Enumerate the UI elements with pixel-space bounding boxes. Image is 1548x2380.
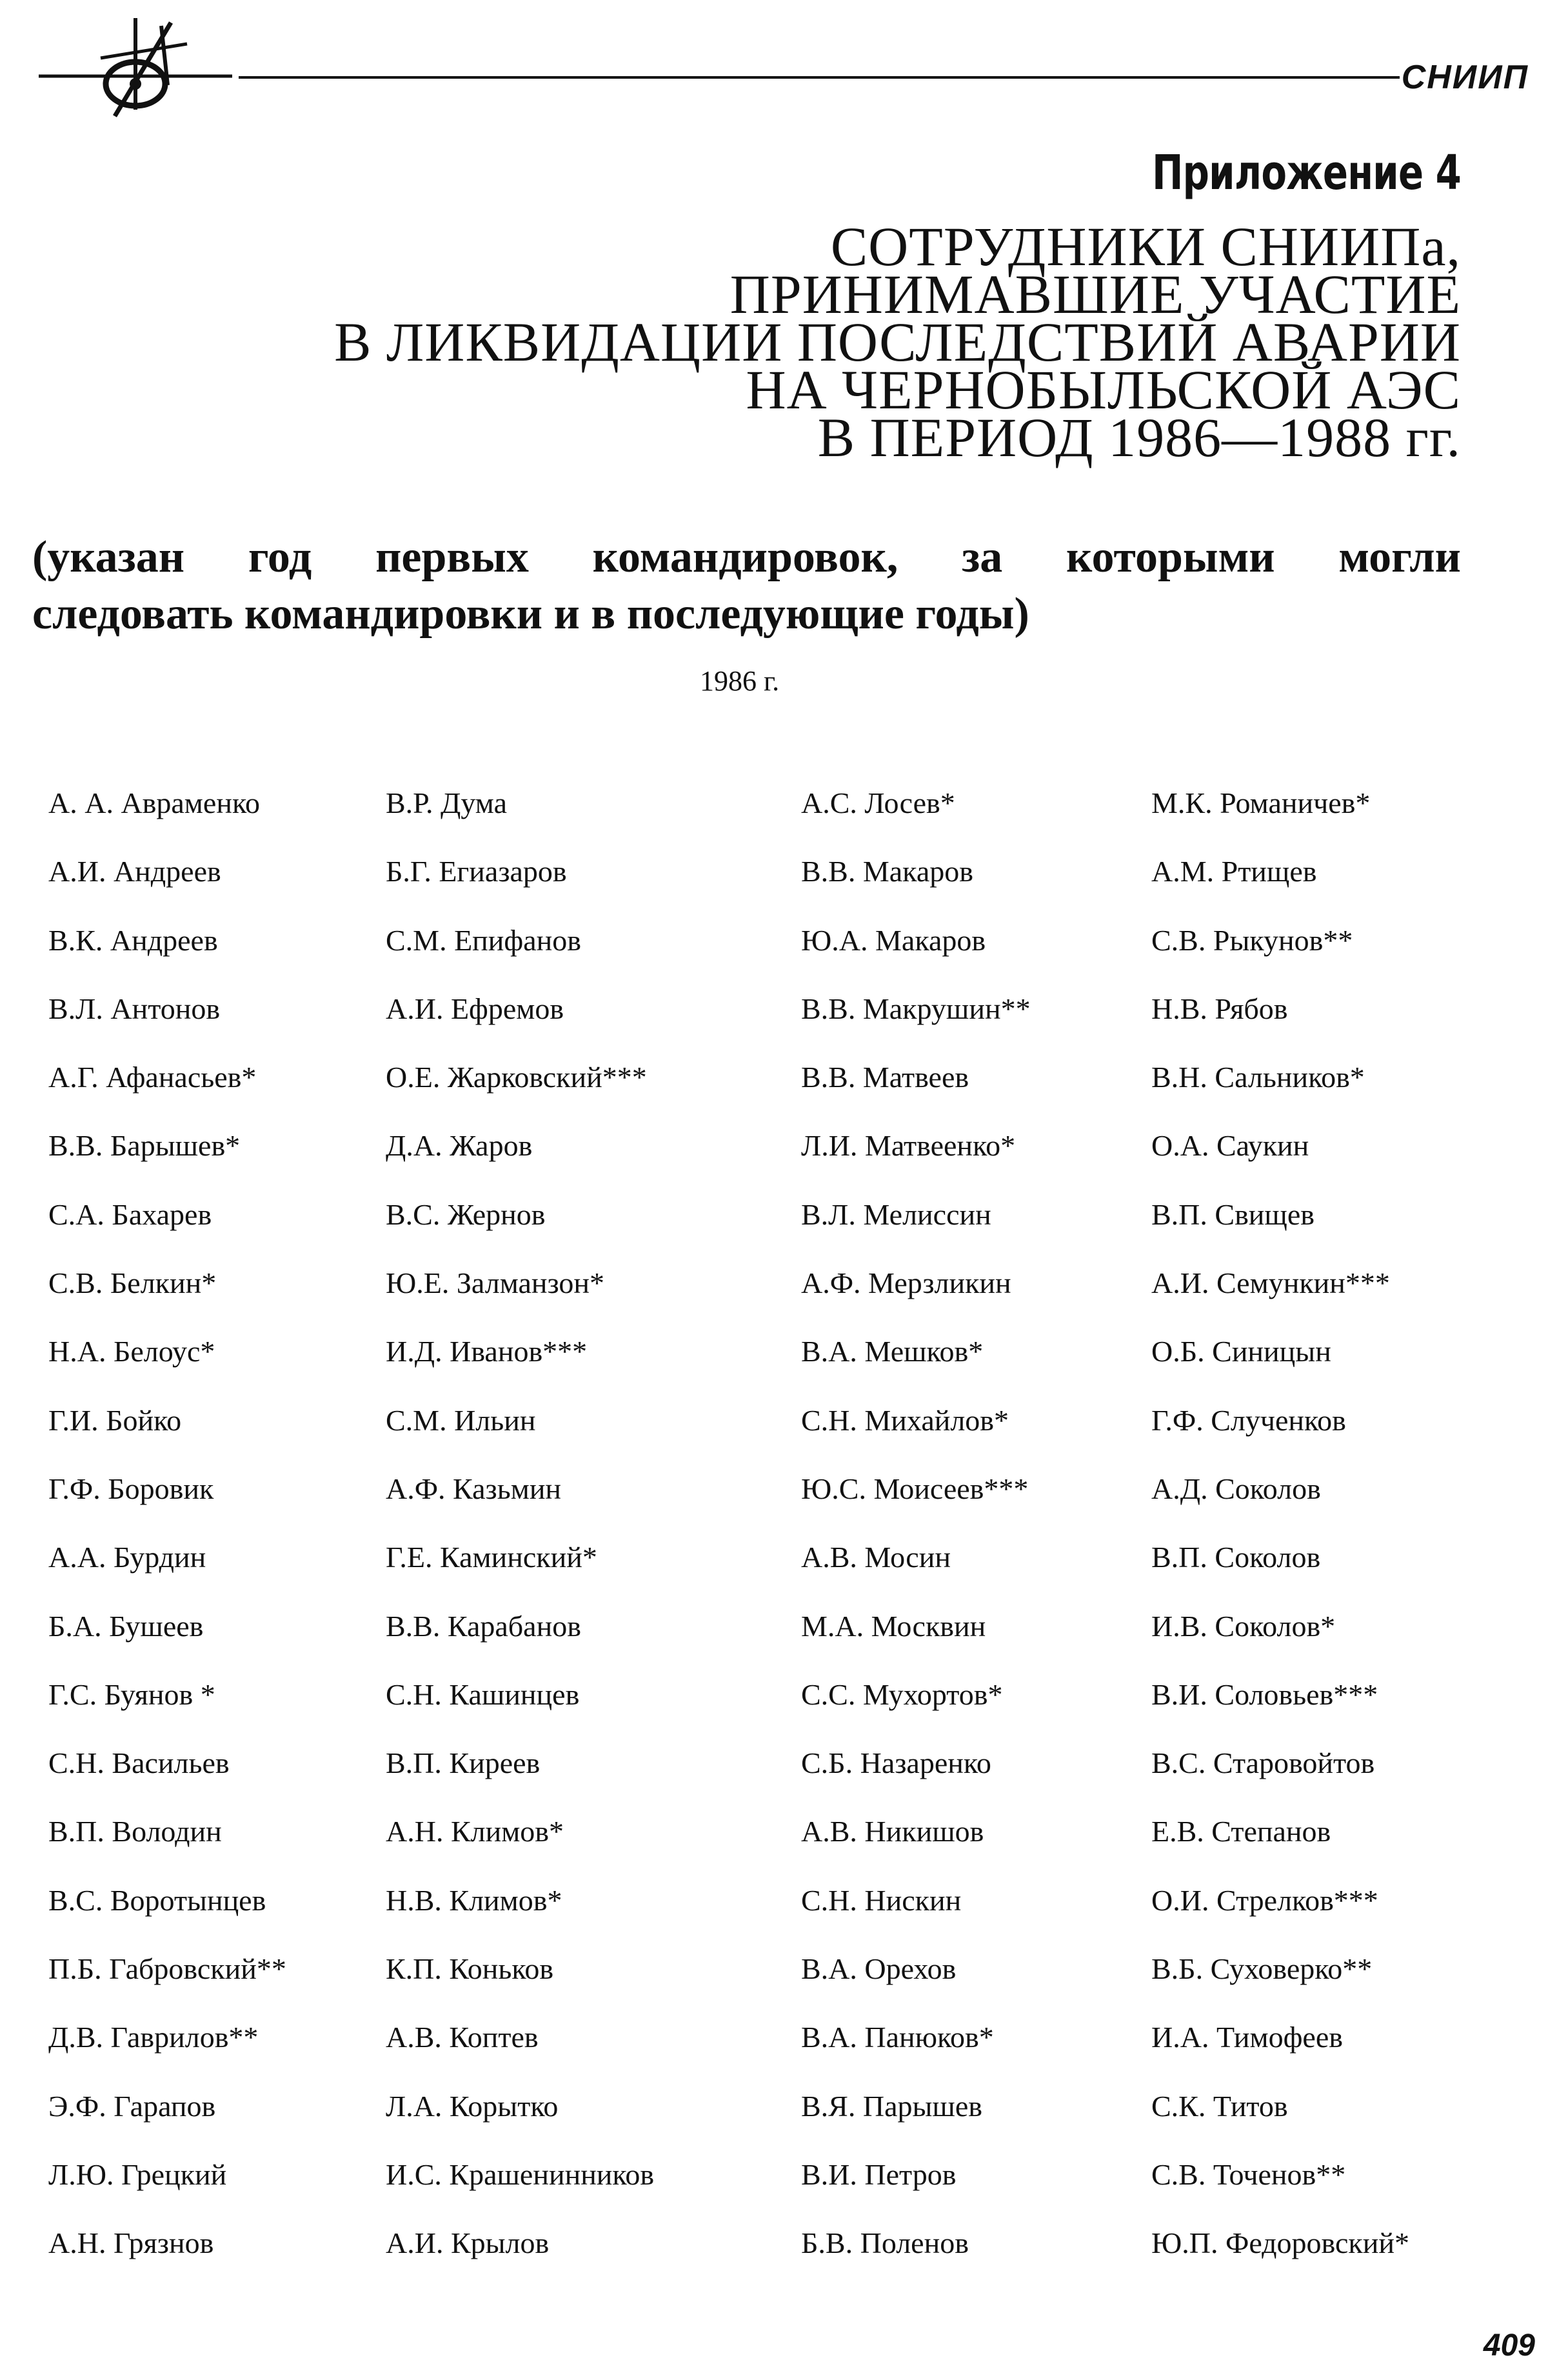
name-entry: В.В. Матвеев [801,1061,969,1094]
name-entry: А.А. Бурдин [48,1541,206,1574]
names-column [386,769,773,2278]
title-line: НА ЧЕРНОБЫЛЬСКОЙ АЭС [746,359,1461,421]
name-entry: А.Н. Климов* [386,1815,564,1848]
name-entry: В.И. Соловьев*** [1151,1677,1378,1711]
name-entry: О.И. Стрелков*** [1151,1883,1378,1917]
name-entry: Л.А. Корытко [386,2089,559,2123]
document-title [334,215,1461,468]
name-entry: Б.Г. Егиазаров [386,855,567,888]
title-line: В ПЕРИОД 1986—1988 гг. [817,406,1461,468]
name-entry: В.С. Старовойтов [1151,1746,1375,1780]
name-entry: О.А. Саукин [1151,1129,1309,1163]
name-entry: Г.Ф. Боровик [48,1472,214,1505]
name-entry: Г.Е. Каминский* [386,1541,597,1574]
subtitle [32,529,1461,643]
name-entry: И.С. Крашенинников [386,2157,655,2191]
name-entry: С.В. Рыкунов** [1151,923,1353,957]
appendix-label: Приложение 4 [1152,145,1461,201]
name-entry: С.Н. Васильев [48,1746,230,1780]
running-title: СНИИП [1401,59,1529,96]
name-entry: О.Е. Жарковский*** [386,1061,647,1094]
name-entry: А.И. Ефремов [386,992,564,1025]
name-entry: С.В. Точенов** [1151,2157,1346,2191]
names-column [48,769,435,2278]
name-entry: Д.А. Жаров [386,1129,533,1163]
name-entry: В.Б. Суховерко** [1151,1952,1373,1986]
name-entry: Б.В. Поленов [801,2226,969,2260]
name-entry: О.Б. Синицын [1151,1335,1331,1368]
name-entry: Г.С. Буянов * [48,1677,215,1711]
name-entry: С.Н. Кашинцев [386,1677,580,1711]
name-entry: С.А. Бахарев [48,1197,212,1231]
name-entry: М.А. Москвин [801,1609,986,1643]
name-entry: В.П. Киреев [386,1746,541,1780]
name-entry: С.Н. Михайлов* [801,1403,1009,1437]
title-line: В ЛИКВИДАЦИИ ПОСЛЕДСТВИЙ АВАРИИ [334,311,1461,373]
name-entry: А.Г. Афанасьев* [48,1061,257,1094]
name-entry: А. А. Авраменко [48,786,260,819]
name-entry: В.Л. Мелиссин [801,1197,991,1231]
name-entry: Д.В. Гаврилов** [48,2021,259,2054]
names-column [801,769,1188,2278]
name-entry: А.И. Крылов [386,2226,550,2260]
name-entry: А.С. Лосев* [801,786,955,819]
name-entry: А.И. Семункин*** [1151,1266,1390,1300]
name-entry: В.А. Орехов [801,1952,957,1986]
name-entry: М.К. Романичев* [1151,786,1371,819]
year-label: 1986 г. [700,665,780,697]
name-entry: Н.В. Рябов [1151,992,1288,1025]
title-line: ПРИНИМАВШИЕ УЧАСТИЕ [729,263,1461,325]
page-header [26,13,1529,142]
name-entry: Ю.С. Моисеев*** [801,1472,1029,1505]
name-entry: С.Б. Назаренко [801,1746,991,1780]
name-entry: В.К. Андреев [48,923,218,957]
name-entry: Г.И. Бойко [48,1403,182,1437]
name-entry: С.В. Белкин* [48,1266,217,1300]
name-entry: А.Ф. Мерзликин [801,1266,1011,1300]
name-entry: С.Н. Нискин [801,1883,962,1917]
name-entry: Л.Ю. Грецкий [48,2157,227,2191]
name-entry: Н.В. Климов* [386,1883,562,1917]
name-entry: К.П. Коньков [386,1952,554,1986]
name-entry: А.В. Мосин [801,1541,951,1574]
name-entry: А.Д. Соколов [1151,1472,1321,1505]
atom-emblem-icon [39,13,232,142]
name-entry: И.В. Соколов* [1151,1609,1336,1643]
header-rule [239,76,1400,79]
name-entry: Ю.А. Макаров [801,923,986,957]
name-entry: П.Б. Габровский** [48,1952,286,1986]
name-entry: В.В. Барышев* [48,1129,241,1163]
name-entry: Ю.Е. Залманзон* [386,1266,605,1300]
name-entry: И.Д. Иванов*** [386,1335,588,1368]
name-entry: В.Я. Парышев [801,2089,982,2123]
name-entry: В.Н. Сальников* [1151,1061,1365,1094]
name-entry: В.Р. Дума [386,786,507,819]
name-entry: С.С. Мухортов* [801,1677,1003,1711]
name-entry: А.В. Никишов [801,1815,984,1848]
name-entry: В.П. Володин [48,1815,222,1848]
subtitle-line: (указан год первых командировок, за которыми могли [32,532,1461,582]
name-entry: В.П. Соколов [1151,1541,1321,1574]
name-entry: Н.А. Белоус* [48,1335,215,1368]
name-entry: А.И. Андреев [48,855,221,888]
name-entry: В.С. Воротынцев [48,1883,266,1917]
title-line: СОТРУДНИКИ СНИИПа, [830,215,1461,277]
name-entry: А.Н. Грязнов [48,2226,214,2260]
name-entry: В.А. Панюков* [801,2021,994,2054]
name-entry: Ю.П. Федоровский* [1151,2226,1410,2260]
name-entry: Л.И. Матвеенко* [801,1129,1016,1163]
name-entry: С.М. Епифанов [386,923,581,957]
name-entry: В.П. Свищев [1151,1197,1315,1231]
name-entry: Э.Ф. Гарапов [48,2089,216,2123]
name-entry: И.А. Тимофеев [1151,2021,1343,2054]
name-entry: А.М. Ртищев [1151,855,1317,888]
name-entry: С.М. Ильин [386,1403,536,1437]
name-entry: Г.Ф. Слученков [1151,1403,1346,1437]
name-entry: А.В. Коптев [386,2021,539,2054]
names-column [1151,769,1538,2278]
name-entry: В.И. Петров [801,2157,957,2191]
name-entry: В.Л. Антонов [48,992,221,1025]
name-entry: В.В. Макрушин** [801,992,1031,1025]
name-entry: Е.В. Степанов [1151,1815,1331,1848]
name-entry: В.С. Жернов [386,1197,546,1231]
name-entry: В.В. Карабанов [386,1609,581,1643]
name-entry: А.Ф. Казьмин [386,1472,562,1505]
name-entry: С.К. Титов [1151,2089,1288,2123]
name-entry: В.В. Макаров [801,855,973,888]
page-number: 409 [1483,2328,1535,2363]
subtitle-line: следовать командировки и в последующие годы) [32,589,1029,639]
name-entry: Б.А. Бушеев [48,1609,204,1643]
name-entry: В.А. Мешков* [801,1335,984,1368]
